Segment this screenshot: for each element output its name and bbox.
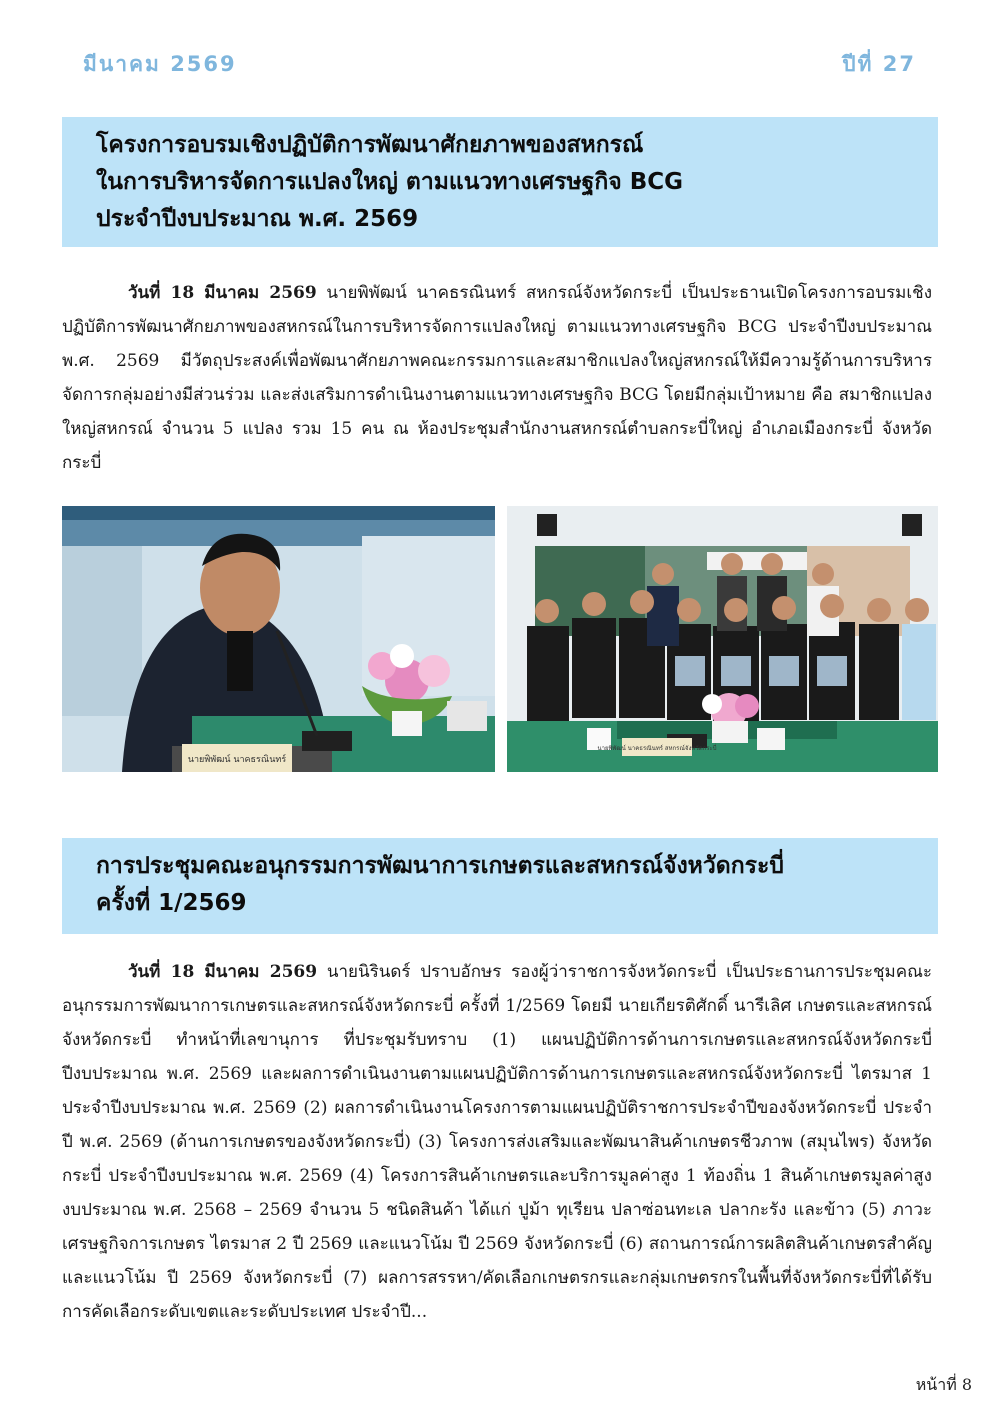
photo-right-nameplate: นายพิพัฒน์ นาคธรณินทร์ สหกรณ์จังหวัดกระบี่ [597,745,717,752]
article2-title-line: การประชุมคณะอนุกรรมการพัฒนาการเกษตรและสหกรณ์จังหวัดกระบี่ [96,853,784,879]
article1-title-box [62,117,938,247]
article1-title-line: โครงการอบรมเชิงปฏิบัติการพัฒนาศักยภาพของสหกรณ์ [96,132,644,158]
article2-title-line: ครั้งที่ 1/2569 [96,890,247,916]
article1-title-line: ประจำปีงบประมาณ พ.ศ. 2569 [96,206,419,232]
issue-month: มีนาคม 2569 [83,52,237,76]
photo-group [507,506,938,772]
article2-body [62,955,932,1329]
photo-left-nameplate: นายพิพัฒน์ นาคธรณินทร์ [187,755,287,765]
photo-speaker [62,506,495,772]
article1-body [62,276,932,480]
article2-text: นายนิรินดร์ ปราบอักษร รองผู้ว่าราชการจังหวัดกระบี่ เป็นประธานการประชุมคณะอนุกรรมการพัฒนาการเกษตรและสหกรณ์จังหวัดกระบี่ ครั้งที่ 1/2569 โดยมี นายเกียรติศักดิ์ นารีเลิศ เกษตรและสหกรณ์จังหวัดกระบี่ ทำหน้าที่เลขานุการ ที่ประชุมรับทราบ (1) แผนปฏิบัติการด้านการเกษตรและสหกรณ์จังหวัดกระบี่ ปีงบประมาณ พ.ศ. 2569 และผลการดำเนินงานตามแผนปฏิบัติการด้านการเกษตรและสหกรณ์จังหวัดกระบี่ ไตรมาส 1 ประจำปีงบประมาณ พ.ศ. 2569 (2) ผลการดำเนินงานโครงการตามแผนปฏิบัติราชการประจำปีของจังหวัดกระบี่ ประจำปี พ.ศ. 2569 (ด้านการเกษตรของจังหวัดกระบี่) (3) โครงการส่งเสริมและพัฒนาสินค้าเกษตรชีวภาพ (สมุนไพร) จังหวัดกระบี่ ประจำปีงบประมาณ พ.ศ. 2569 (4) โครงการสินค้าเกษตรและบริการมูลค่าสูง 1 ท้องถิ่น 1 สินค้าเกษตรมูลค่าสูง งบประมาณ พ.ศ. 2568 – 2569 จำนวน 5 ชนิดสินค้า ได้แก่ ปูม้า ทุเรียน ปลาซ่อนทะเล ปลากะรัง และข้าว (5) ภาวะเศรษฐกิจการเกษตร ไตรมาส 2 ปี 2569 และแนวโน้ม ปี 2569 จังหวัดกระบี่ (6) สถานการณ์การผลิตสินค้าเกษตรสำคัญและแนวโน้ม ปี 2569 จังหวัดกระบี่ (7) ผลการสรรหา/คัดเลือกเกษตรกรและกลุ่มเกษตรกรในพื้นที่จังหวัดกระบี่ที่ได้รับการคัดเลือกระดับเขตและระดับประเทศ ประจำปี... [62,962,932,1322]
article2-date: วันที่ 18 มีนาคม 2569 [128,962,318,982]
page-number: หน้าที่ 8 [915,1375,972,1394]
article1-text: นายพิพัฒน์ นาคธรณินทร์ สหกรณ์จังหวัดกระบี่ เป็นประธานเปิดโครงการอบรมเชิงปฏิบัติการพัฒนาศักยภาพของสหกรณ์ในการบริหารจัดการแปลงใหญ่ ตามแนวทางเศรษฐกิจ BCG ประจำปีงบประมาณ พ.ศ. 2569 มีวัตถุประสงค์เพื่อพัฒนาศักยภาพคณะกรรมการและสมาชิกแปลงใหญ่สหกรณ์ให้มีความรู้ด้านการบริหารจัดการกลุ่มอย่างมีส่วนร่วม และส่งเสริมการดำเนินงานตามแนวทางเศรษฐกิจ BCG โดยมีกลุ่มเป้าหมาย คือ สมาชิกแปลงใหญ่สหกรณ์ จำนวน 5 แปลง รวม 15 คน ณ ห้องประชุมสำนักงานสหกรณ์ตำบลกระบี่ใหญ่ อำเภอเมืองกระบี่ จังหวัดกระบี่ [62,283,932,473]
issue-year: ปีที่ 27 [842,52,916,76]
article2-title-box [62,838,938,934]
article1-title-line: ในการบริหารจัดการแปลงใหญ่ ตามแนวทางเศรษฐกิจ BCG [96,169,684,195]
article1-date: วันที่ 18 มีนาคม 2569 [128,283,317,303]
